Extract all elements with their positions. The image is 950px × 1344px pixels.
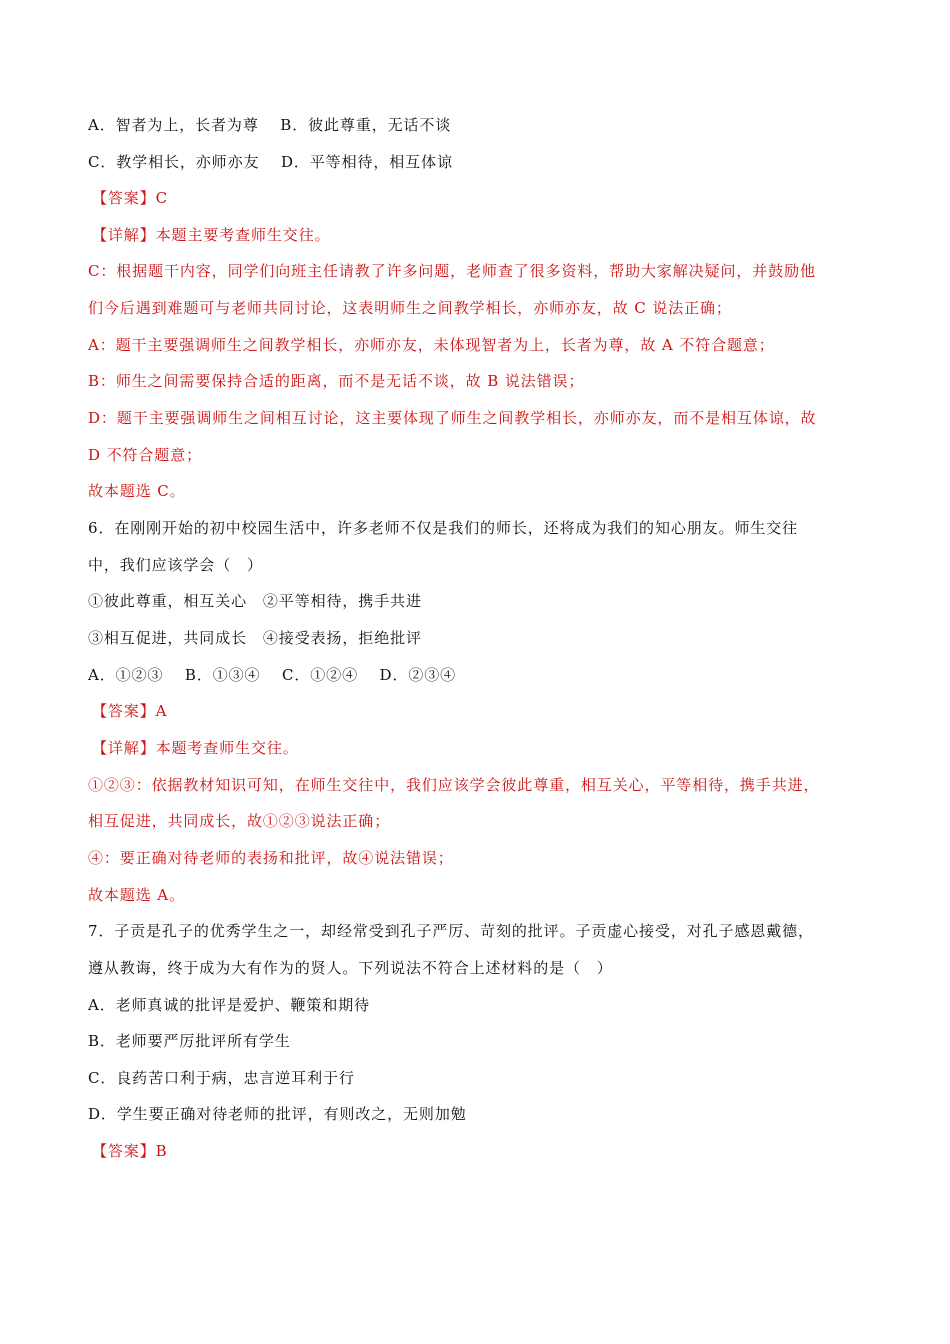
q7-stem-line2: 遵从教诲，终于成为大有作为的贤人。下列说法不符合上述材料的是（ ）	[88, 959, 613, 977]
q7-option-b: B．老师要严厉批评所有学生	[88, 1032, 291, 1050]
q5-options-ab: A．智者为上，长者为尊 B．彼此尊重，无话不谈	[88, 116, 452, 134]
q5-conclusion: 故本题选 C。	[88, 482, 186, 500]
q5-options-cd: C．教学相长，亦师亦友 D．平等相待，相互体谅	[88, 153, 453, 171]
q5-answer: 【答案】C	[92, 189, 168, 207]
q7-option-d: D．学生要正确对待老师的批评，有则改之，无则加勉	[88, 1105, 467, 1123]
q7-option-c: C．良药苦口利于病，忠言逆耳利于行	[88, 1069, 355, 1087]
q6-items-3-4: ③相互促进，共同成长 ④接受表扬，拒绝批评	[88, 629, 422, 647]
q7-stem-line1: 7．子贡是孔子的优秀学生之一，却经常受到孔子严厉、苛刻的批评。子贡虚心接受，对孔子感恩戴德，	[88, 922, 814, 940]
q5-explanation-c-line2: 们今后遇到难题可与老师共同讨论，这表明师生之间教学相长，亦师亦友，故 C 说法正确；	[88, 299, 732, 317]
q5-explanation-d-line2: D 不符合题意；	[88, 446, 202, 464]
q5-explanation-c-line1: C：根据题干内容，同学们向班主任请教了许多问题，老师查了很多资料，帮助大家解决疑问，并鼓励他	[88, 262, 816, 280]
q6-items-1-2: ①彼此尊重，相互关心 ②平等相待，携手共进	[88, 592, 422, 610]
q7-answer: 【答案】B	[92, 1142, 168, 1160]
q5-detail-heading: 【详解】本题主要考查师生交往。	[92, 226, 331, 244]
q7-option-a: A．老师真诚的批评是爱护、鞭策和期待	[88, 996, 371, 1014]
q6-explanation-123-line1: ①②③：依据教材知识可知，在师生交往中，我们应该学会彼此尊重，相互关心，平等相待，携手共进，	[88, 776, 820, 794]
q6-conclusion: 故本题选 A。	[88, 886, 185, 904]
q6-stem-line1: 6．在刚刚开始的初中校园生活中，许多老师不仅是我们的师长，还将成为我们的知心朋友。师生交往	[88, 519, 799, 537]
q6-options: A．①②③ B．①③④ C．①②④ D．②③④	[88, 666, 457, 684]
q6-stem-line2: 中，我们应该学会（ ）	[88, 556, 263, 574]
q6-answer: 【答案】A	[92, 702, 168, 720]
q6-detail-heading: 【详解】本题考查师生交往。	[92, 739, 299, 757]
q5-explanation-b: B：师生之间需要保持合适的距离，而不是无话不谈，故 B 说法错误；	[88, 372, 585, 390]
q5-explanation-d-line1: D：题干主要强调师生之间相互讨论，这主要体现了师生之间教学相长，亦师亦友，而不是相互体谅，故	[88, 409, 817, 427]
q5-explanation-a: A：题干主要强调师生之间教学相长，亦师亦友，未体现智者为上，长者为尊，故 A 不符合题意；	[88, 336, 775, 354]
q6-explanation-123-line2: 相互促进，共同成长，故①②③说法正确；	[88, 812, 391, 830]
q6-explanation-4: ④：要正确对待老师的表扬和批评，故④说法错误；	[88, 849, 454, 867]
